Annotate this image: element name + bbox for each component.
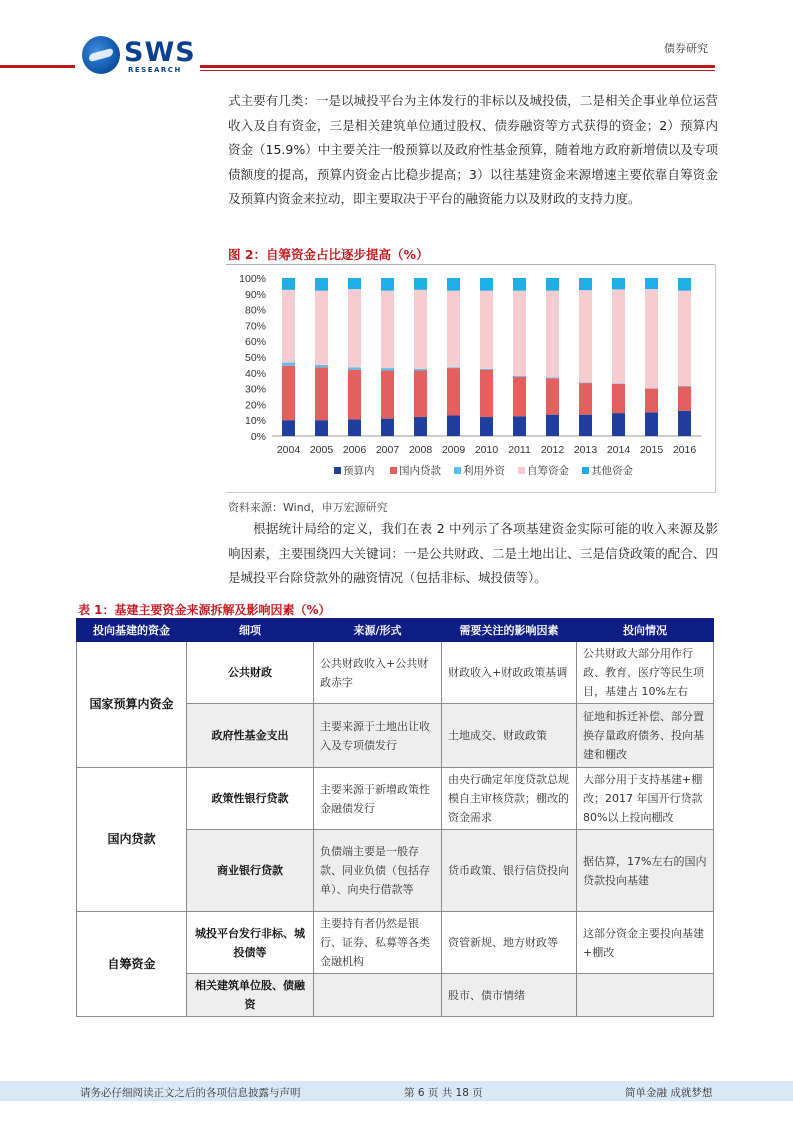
- bar-segment: [546, 378, 559, 414]
- table-row: [77, 912, 714, 974]
- y-tick-label: 80%: [244, 304, 266, 317]
- header-rule-thin: [200, 70, 715, 71]
- bar-segment: [579, 415, 592, 436]
- bar-segment: [282, 420, 295, 436]
- funding-source-table: [76, 618, 714, 1017]
- legend-swatch: [454, 467, 461, 474]
- y-tick-label: 90%: [244, 288, 266, 301]
- bar-segment: [447, 278, 460, 291]
- legend-swatch: [390, 467, 397, 474]
- factors-cell: 资管新规、地方财政等: [442, 912, 577, 974]
- bar-segment: [546, 291, 559, 378]
- item-cell: 城投平台发行非标、城投债等: [187, 912, 314, 974]
- bar-segment: [612, 384, 625, 413]
- x-tick-label: 2014: [606, 444, 631, 456]
- bar-segment: [282, 290, 295, 363]
- figure-source: 资料来源：Wind，申万宏源研究: [228, 501, 388, 514]
- bar-segment: [282, 278, 295, 290]
- bar-segment: [480, 278, 493, 291]
- x-tick-label: 2010: [474, 444, 499, 456]
- bar-segment: [315, 278, 328, 291]
- bar-segment: [513, 291, 526, 376]
- x-tick-label: 2006: [342, 444, 367, 456]
- bar-segment: [447, 291, 460, 368]
- bar-segment: [381, 291, 394, 368]
- col-header-item: 细项: [187, 619, 314, 642]
- table-row: [77, 768, 714, 830]
- figure-title: 图 2：自筹资金占比逐步提高（%）: [228, 247, 429, 262]
- bar-segment: [414, 369, 427, 371]
- y-tick-label: 60%: [244, 336, 266, 349]
- factors-cell: 货币政策、银行信贷投向: [442, 830, 577, 912]
- header-rule-right: [200, 65, 715, 68]
- bar-segment: [447, 367, 460, 368]
- bar-segment: [348, 278, 361, 289]
- bar-segment: [381, 278, 394, 291]
- source-cell: [314, 974, 442, 1017]
- bar-segment: [414, 417, 427, 436]
- bar-segment: [315, 291, 328, 365]
- factors-cell: 土地成交、财政政策: [442, 704, 577, 768]
- footer-disclaimer: 请务必仔细阅读正文之后的各项信息披露与声明: [80, 1087, 301, 1099]
- col-header-fund: 投向基建的资金: [77, 619, 187, 642]
- bar-segment: [579, 278, 592, 290]
- bar-segment: [579, 290, 592, 382]
- source-cell: 主要来源于新增政策性金融债发行: [314, 768, 442, 830]
- bar-segment: [348, 370, 361, 420]
- category-cell: 自筹资金: [77, 912, 187, 1017]
- source-cell: 主要持有者仍然是银行、证券、私募等各类金融机构: [314, 912, 442, 974]
- source-cell: 主要来源于土地出让收入及专项债发行: [314, 704, 442, 768]
- bar-segment: [414, 278, 427, 290]
- body-paragraph-2: 根据统计局给的定义，我们在表 2 中列示了各项基建资金实际可能的收入来源及影响因素，主要围绕四大关键词：一是公共财政、二是土地出让、三是信贷政策的配合、四是城投平台除贷款外的融资情况（包括非标、城投债等）。: [228, 521, 718, 585]
- source-cell: 公共财政收入+公共财政赤字: [314, 642, 442, 704]
- bar-segment: [678, 386, 691, 410]
- y-tick-label: 100%: [239, 273, 266, 285]
- x-tick-label: 2013: [573, 444, 598, 456]
- bar-segment: [315, 365, 328, 367]
- legend-label: 其他资金: [591, 465, 633, 477]
- item-cell: 政府性基金支出: [187, 704, 314, 768]
- usage-cell: 公共财政大部分用作行政、教育、医疗等民生项目，基建占 10%左右: [577, 642, 714, 704]
- bar-segment: [282, 363, 295, 366]
- legend-swatch: [518, 467, 525, 474]
- bar-segment: [480, 291, 493, 369]
- legend-label: 预算内: [343, 465, 375, 477]
- bar-segment: [645, 289, 658, 388]
- bar-segment: [579, 383, 592, 415]
- item-cell: 商业银行贷款: [187, 830, 314, 912]
- usage-cell: 大部分用于支持基建+棚改；2017 年国开行贷款 80%以上投向棚改: [577, 768, 714, 830]
- factors-cell: 股市、债市情绪: [442, 974, 577, 1017]
- x-tick-label: 2009: [441, 444, 466, 456]
- section-label: 债券研究: [664, 42, 708, 55]
- bar-segment: [315, 420, 328, 436]
- y-tick-label: 70%: [244, 320, 266, 333]
- bar-segment: [678, 278, 691, 291]
- body-paragraph-1: 式主要有几类：一是以城投平台为主体发行的非标以及城投债，二是相关企事业单位运营收入及自有资金，三是相关建筑单位通过股权、债券融资等方式获得的资金；2）预算内资金（15.9%）中主要关注一般预算以及政府性基金预算，随着地方政府新增债以及专项债额度的提高，预算内资金占比稳步提高；3）以往基建资金来源增速主要依靠自筹资金及预算内资金来拉动，即主要取决于平台的融资能力以及财政的支持力度。: [228, 93, 718, 206]
- bar-segment: [678, 411, 691, 436]
- usage-cell: 这部分资金主要投向基建+棚改: [577, 912, 714, 974]
- bar-segment: [348, 289, 361, 367]
- bar-segment: [678, 291, 691, 386]
- bar-segment: [414, 370, 427, 417]
- bar-segment: [447, 415, 460, 436]
- bar-segment: [315, 367, 328, 420]
- bar-segment: [645, 389, 658, 413]
- item-cell: 相关建筑单位股、债融资: [187, 974, 314, 1017]
- y-tick-label: 30%: [244, 383, 266, 396]
- bar-segment: [546, 415, 559, 436]
- bar-segment: [480, 369, 493, 370]
- sws-logo-icon: [82, 36, 120, 74]
- x-tick-label: 2012: [540, 444, 565, 456]
- col-header-factors: 需要关注的影响因素: [442, 619, 577, 642]
- bar-segment: [447, 368, 460, 415]
- logo-subtext: RESEARCH: [128, 66, 182, 74]
- col-header-usage: 投向情况: [577, 619, 714, 642]
- x-tick-label: 2015: [639, 444, 664, 456]
- usage-cell: [577, 974, 714, 1017]
- col-header-source: 来源/形式: [314, 619, 442, 642]
- bar-segment: [348, 419, 361, 436]
- bar-segment: [612, 413, 625, 436]
- x-tick-label: 2004: [276, 444, 301, 456]
- bar-segment: [513, 377, 526, 417]
- bar-segment: [612, 278, 625, 289]
- legend-label: 利用外资: [463, 465, 505, 477]
- bar-segment: [645, 412, 658, 436]
- x-tick-label: 2011: [508, 444, 531, 456]
- y-tick-label: 50%: [244, 352, 266, 364]
- table-title: 表 1：基建主要资金来源拆解及影响因素（%）: [78, 603, 331, 617]
- legend-label: 自筹资金: [527, 465, 569, 477]
- x-tick-label: 2007: [375, 444, 400, 456]
- logo-text: SWS: [124, 37, 196, 68]
- source-cell: 负债端主要是一般存款、同业负债（包括存单）、向央行借款等: [314, 830, 442, 912]
- footer-slogan: 简单金融 成就梦想: [625, 1087, 713, 1099]
- bar-segment: [513, 376, 526, 377]
- factors-cell: 财政收入+财政政策基调: [442, 642, 577, 704]
- bar-segment: [546, 378, 559, 379]
- x-tick-label: 2005: [309, 444, 334, 456]
- legend-swatch: [582, 467, 589, 474]
- y-tick-label: 40%: [244, 367, 266, 380]
- bar-segment: [513, 416, 526, 436]
- y-tick-label: 20%: [244, 399, 266, 412]
- bar-segment: [381, 419, 394, 436]
- bar-segment: [480, 417, 493, 436]
- bar-segment: [546, 278, 559, 291]
- bar-segment: [414, 290, 427, 369]
- category-cell: 国家预算内资金: [77, 642, 187, 768]
- bar-segment: [381, 370, 394, 418]
- y-tick-label: 10%: [244, 415, 266, 428]
- footer-page-number: 第 6 页 共 18 页: [404, 1087, 483, 1099]
- item-cell: 公共财政: [187, 642, 314, 704]
- table-row: [77, 642, 714, 704]
- y-tick-label: 0%: [250, 431, 266, 443]
- factors-cell: 由央行确定年度贷款总规模自主审核贷款；棚改的资金需求: [442, 768, 577, 830]
- usage-cell: 征地和拆迁补偿、部分置换存量政府债务、投向基建和棚改: [577, 704, 714, 768]
- bar-segment: [513, 278, 526, 291]
- x-tick-label: 2016: [672, 444, 697, 456]
- header-rule-left: [0, 65, 75, 68]
- bar-segment: [612, 289, 625, 383]
- legend-swatch: [334, 467, 341, 474]
- bar-segment: [480, 370, 493, 417]
- chart-frame: [226, 265, 716, 493]
- bar-segment: [282, 366, 295, 421]
- bar-segment: [348, 367, 361, 369]
- bar-segment: [645, 278, 658, 289]
- x-tick-label: 2008: [408, 444, 433, 456]
- usage-cell: 据估算，17%左右的国内贷款投向基建: [577, 830, 714, 912]
- legend-label: 国内贷款: [399, 465, 441, 477]
- item-cell: 政策性银行贷款: [187, 768, 314, 830]
- table-header-row: [77, 619, 714, 642]
- bar-segment: [381, 368, 394, 370]
- category-cell: 国内贷款: [77, 768, 187, 912]
- stacked-bar-chart: [226, 265, 715, 492]
